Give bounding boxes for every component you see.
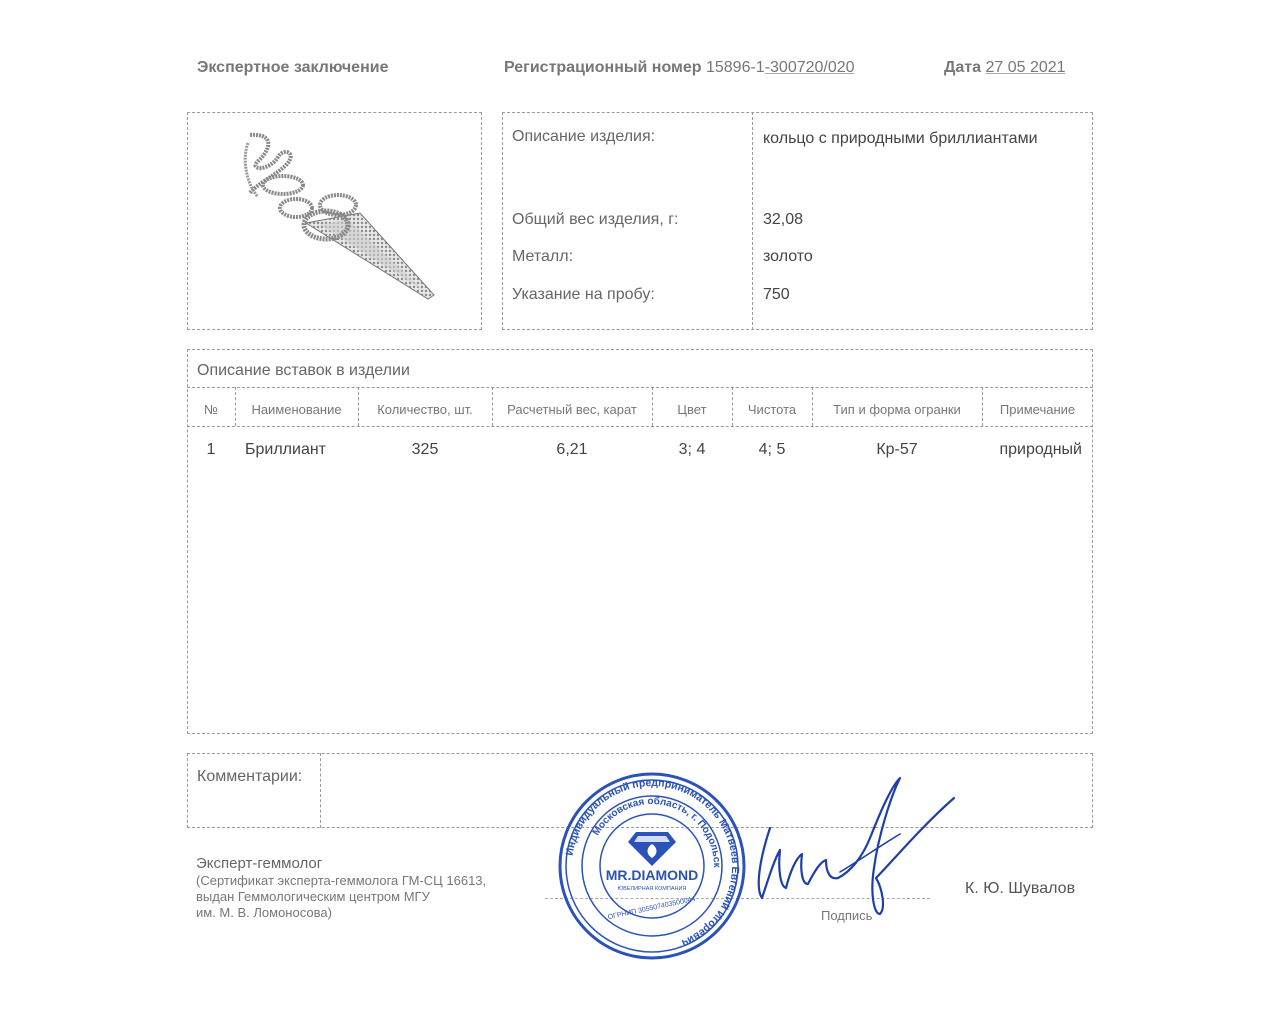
- stamp-outer-text: Индивидуальный предприниматель Матвеев Евгений Игоревич: [563, 776, 742, 949]
- col-header-number: №: [204, 402, 218, 417]
- company-stamp: [556, 770, 748, 962]
- date-label: Дата: [944, 59, 982, 76]
- registration-prefix: 15896-1: [705, 59, 765, 76]
- signature-label: Подпись: [821, 908, 873, 923]
- cell-quantity: 325: [411, 441, 439, 458]
- stamp-brand: MR.DIAMOND: [605, 867, 699, 883]
- registration-label: Регистрационный номер: [504, 59, 702, 76]
- cell-color: 3; 4: [678, 441, 706, 458]
- ring-photo: [188, 113, 481, 329]
- expert-name: К. Ю. Шувалов: [965, 880, 1076, 897]
- expert-note-line-3: им. М. В. Ломоносова): [196, 905, 332, 920]
- stamp-ogrn: ОГРНИП 305507403500044: [607, 895, 697, 922]
- cell-clarity: 4; 5: [758, 441, 786, 458]
- diamond-logo-icon: [628, 832, 676, 866]
- expert-note-line-2: выдан Геммологическим центром МГУ: [196, 889, 430, 904]
- registration-suffix: -300720/020: [764, 59, 855, 76]
- cell-note: природный: [999, 441, 1082, 458]
- cell-number: 1: [206, 441, 216, 458]
- col-header-color: Цвет: [677, 402, 707, 417]
- cell-weight: 6,21: [556, 441, 588, 458]
- handwritten-signature: [750, 768, 960, 918]
- date-value: 27 05 2021: [985, 59, 1066, 76]
- item-probe-label: Указание на пробу:: [512, 286, 655, 303]
- col-header-cut: Тип и форма огранки: [833, 402, 961, 417]
- inserts-title: Описание вставок в изделии: [197, 362, 410, 379]
- registration-number: [504, 59, 855, 77]
- item-weight-label: Общий вес изделия, г:: [512, 211, 679, 228]
- item-description-label: Описание изделия:: [512, 128, 656, 145]
- stamp-brand-sub: ЮВЕЛИРНАЯ КОМПАНИЯ: [617, 886, 687, 892]
- comments-label: Комментарии:: [197, 768, 303, 785]
- document-date: [944, 59, 1066, 77]
- col-header-clarity: Чистота: [747, 402, 797, 417]
- item-photo-box: [187, 112, 482, 330]
- col-header-note: Примечание: [999, 402, 1076, 417]
- col-header-quantity: Количество, шт.: [377, 402, 473, 417]
- expert-note-line-1: (Сертификат эксперта-геммолога ГМ-СЦ 16613,: [196, 873, 487, 888]
- item-description-value: кольцо с природными бриллиантами: [763, 130, 1038, 147]
- item-weight-value: 32,08: [763, 211, 804, 228]
- cell-cut: Кр-57: [876, 441, 918, 458]
- item-metal-label: Металл:: [512, 248, 574, 265]
- expert-title: Эксперт-геммолог: [196, 855, 323, 872]
- expert-note: [196, 873, 486, 921]
- document-title: Экспертное заключение: [197, 59, 389, 76]
- stamp-inner-text: Московская область, г. Подольск: [590, 795, 723, 868]
- col-header-name: Наименование: [251, 402, 342, 417]
- item-metal-value: золото: [763, 248, 813, 265]
- cell-name: Бриллиант: [245, 441, 327, 458]
- col-header-weight: Расчетный вес, карат: [507, 402, 637, 417]
- item-probe-value: 750: [763, 286, 790, 303]
